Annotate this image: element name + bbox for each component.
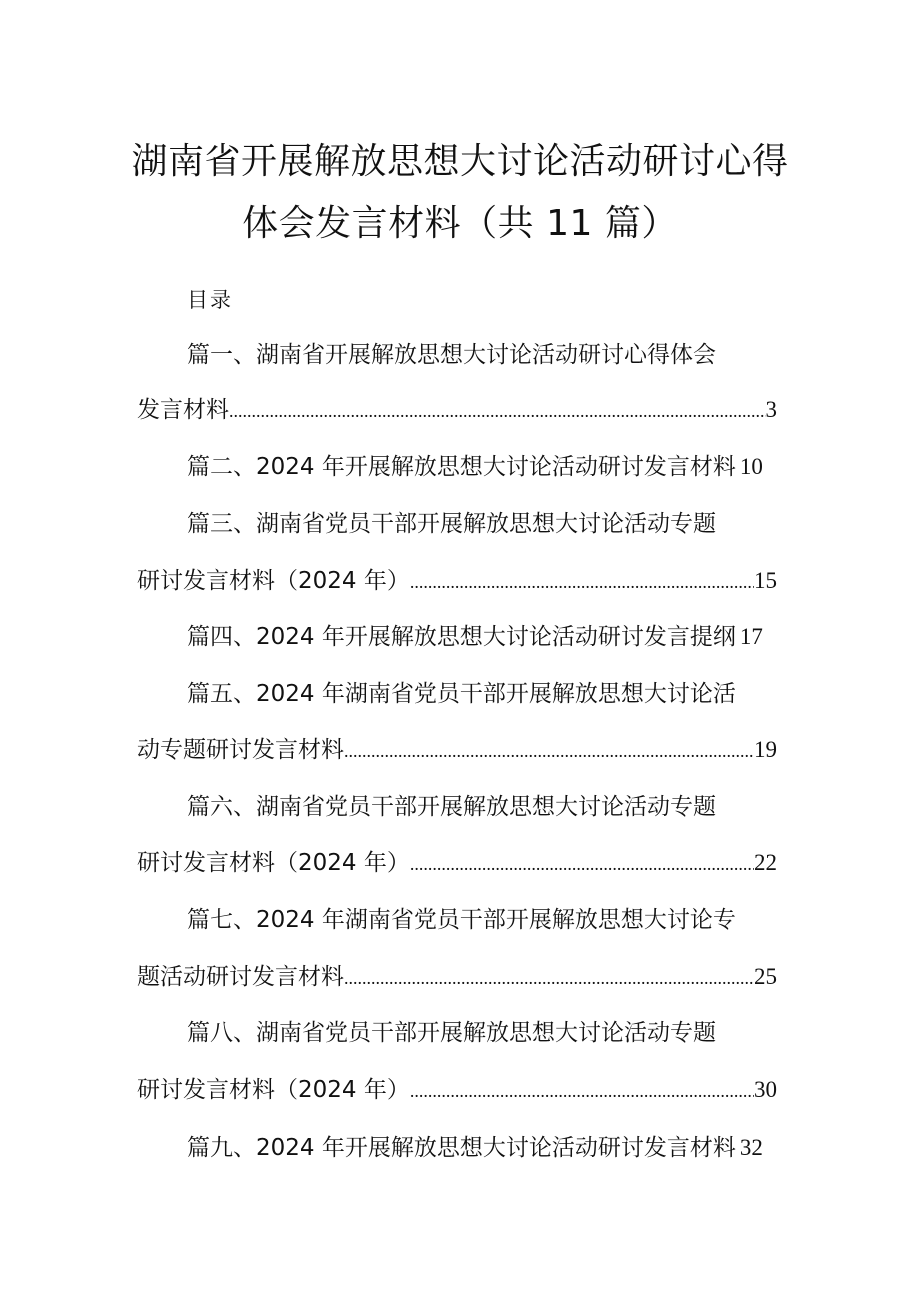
toc-entry-8-page: 30 [754,1077,777,1102]
toc-entry-5-title-cont: 动专题研讨发言材料 [137,737,344,763]
toc-entry-6-page: 22 [754,850,777,875]
title-line-2: 体会发言材料（共 11 篇） [242,203,678,244]
toc-entry-8-continuation[interactable] [137,1072,777,1109]
toc-entry-9[interactable] [187,1130,763,1166]
toc-entry-6-title-cont: 研讨发言材料（2024 年） [137,850,410,876]
toc-entry-8-title[interactable]: 篇八、湖南省党员干部开展解放思想大讨论活动专题 [187,1020,716,1046]
toc-entry-1-title-cont: 发言材料 [137,397,229,423]
toc-entry-5-continuation[interactable] [137,732,777,769]
toc-entry-9-title: 篇九、2024 年开展解放思想大讨论活动研讨发言材料 [187,1135,736,1161]
toc-entry-4-title: 篇四、2024 年开展解放思想大讨论活动研讨发言提纲 [187,624,736,650]
dot-leader [410,564,754,600]
toc-entry-3-page: 15 [754,568,777,593]
toc-entry-8-title-cont: 研讨发言材料（2024 年） [137,1077,410,1103]
toc-entry-7-title-cont: 题活动研讨发言材料 [137,964,344,990]
dot-leader [229,393,766,429]
dot-leader [344,960,754,996]
toc-entry-3-title[interactable]: 篇三、湖南省党员干部开展解放思想大讨论活动专题 [187,511,716,537]
toc-entry-6-continuation[interactable] [137,845,777,882]
dot-leader [410,1073,754,1109]
toc-entry-7-title[interactable]: 篇七、2024 年湖南省党员干部开展解放思想大讨论专 [187,907,736,933]
toc-entry-1-title[interactable]: 篇一、湖南省开展解放思想大讨论活动研讨心得体会 [187,342,716,368]
dot-leader [410,846,754,882]
toc-entry-7-continuation[interactable] [137,959,777,996]
toc-entry-2[interactable] [187,449,763,485]
toc-heading: 目录 [187,288,233,312]
title-line-1: 湖南省开展解放思想大讨论活动研讨心得 [131,141,789,182]
toc-entry-2-title: 篇二、2024 年开展解放思想大讨论活动研讨发言材料 [187,454,736,480]
toc-entry-4[interactable] [187,619,763,655]
toc-entry-3-continuation[interactable] [137,563,777,600]
toc-entry-2-page: 10 [739,454,763,479]
toc-entry-5-title[interactable]: 篇五、2024 年湖南省党员干部开展解放思想大讨论活 [187,681,736,707]
toc-entry-6-title[interactable]: 篇六、湖南省党员干部开展解放思想大讨论活动专题 [187,794,716,820]
toc-entry-9-page: 32 [739,1135,763,1160]
toc-entry-3-title-cont: 研讨发言材料（2024 年） [137,568,410,594]
toc-entry-1-continuation[interactable] [137,392,777,429]
toc-entry-1-page: 3 [765,397,777,422]
toc-entry-7-page: 25 [754,964,777,989]
toc-entry-5-page: 19 [754,737,777,762]
dot-leader [344,733,754,769]
toc-entry-4-page: 17 [739,624,763,649]
